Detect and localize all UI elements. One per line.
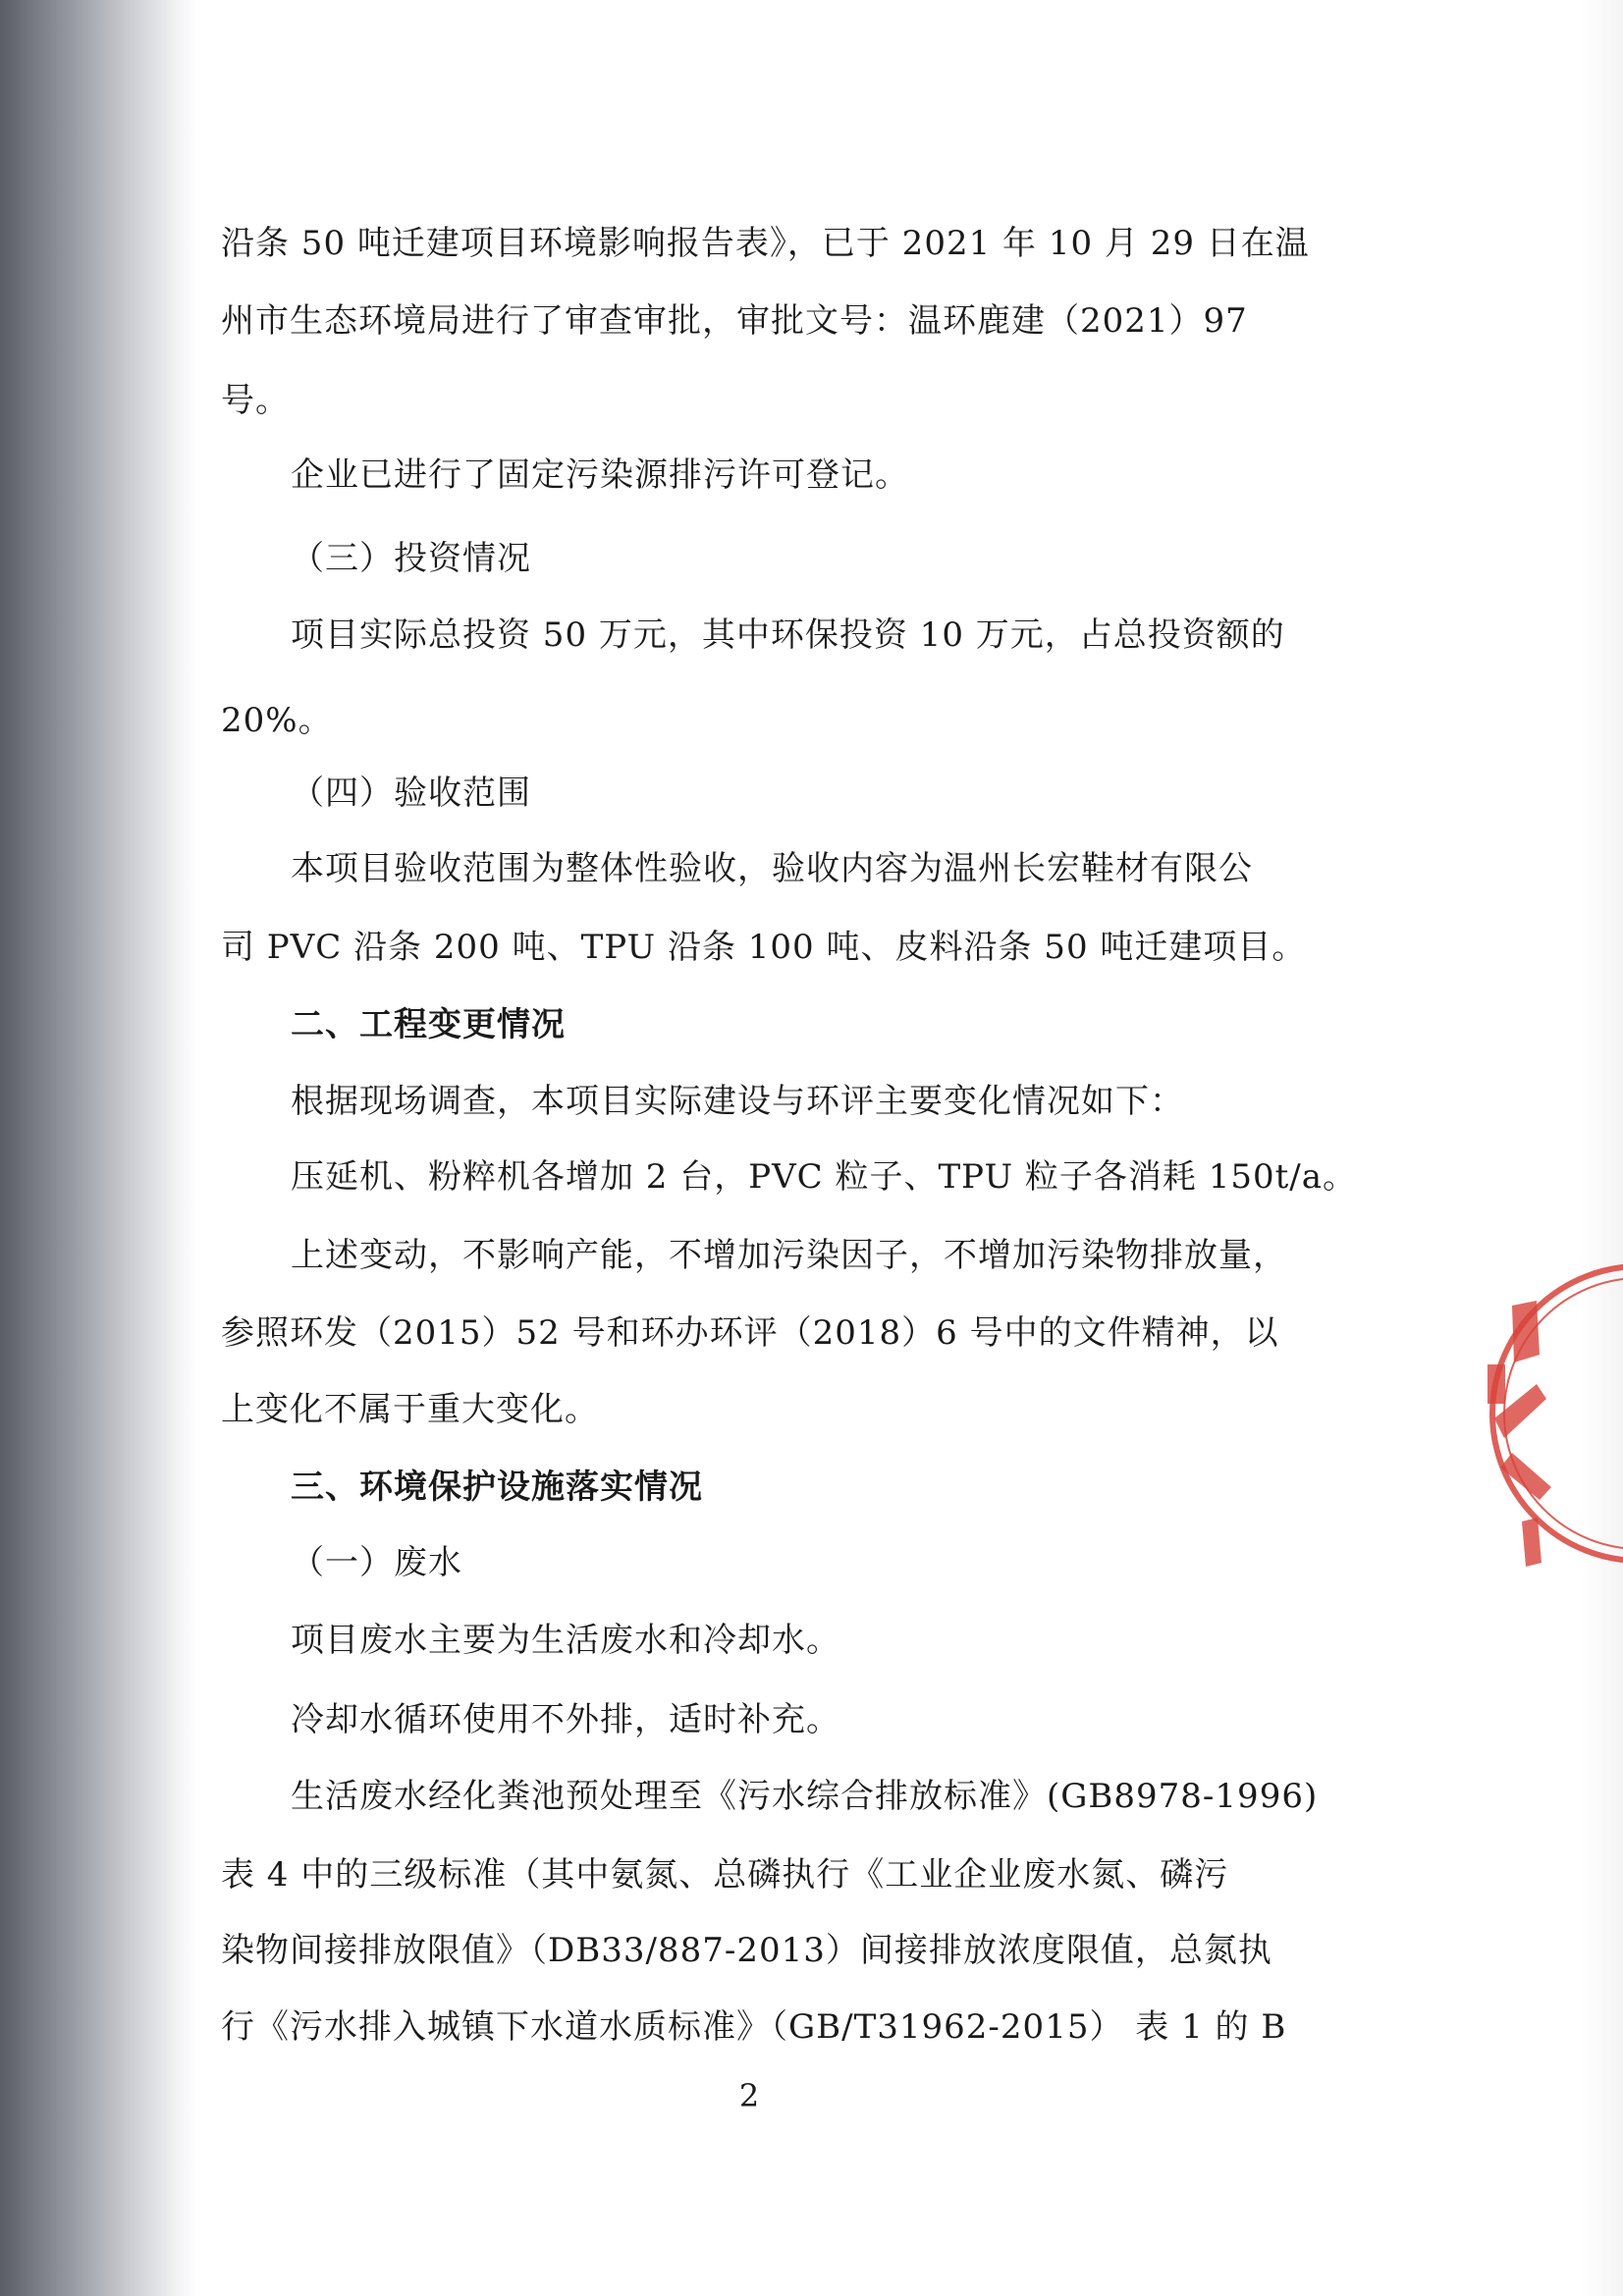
paragraph-line: 根据现场调查，本项目实际建设与环评主要变化情况如下：	[291, 1082, 1184, 1121]
paragraph-line: 司 PVC 沿条 200 吨、TPU 沿条 100 吨、皮料沿条 50 吨迁建项目。	[221, 928, 1307, 967]
chapter-heading: 二、工程变更情况	[291, 1005, 566, 1044]
paragraph-line: 压延机、粉粹机各增加 2 台，PVC 粒子、TPU 粒子各消耗 150t/a。	[291, 1157, 1358, 1197]
paragraph-line: 上变化不属于重大变化。	[221, 1390, 599, 1429]
chapter-heading: 三、环境保护设施落实情况	[291, 1468, 703, 1507]
paragraph-line: 染物间接排放限值》（DB33/887-2013）间接排放浓度限值，总氮执	[221, 1931, 1272, 1970]
scan-right-edge	[1515, 0, 1623, 2296]
paragraph-line: 州市生态环境局进行了审查审批，审批文号：温环鹿建（2021）97	[221, 301, 1248, 341]
section-heading: （一）废水	[291, 1543, 462, 1582]
company-seal-stamp	[1443, 1247, 1623, 1580]
paragraph-line: 项目实际总投资 50 万元，其中环保投资 10 万元，占总投资额的	[291, 615, 1285, 655]
paragraph-line: 行《污水排入城镇下水道水质标准》（GB/T31962-2015） 表 1 的 B	[221, 2007, 1287, 2047]
paragraph-line: 20%。	[221, 701, 333, 740]
section-heading: （四）验收范围	[291, 774, 531, 813]
paragraph-line: 项目废水主要为生活废水和冷却水。	[291, 1621, 840, 1660]
paragraph-line: 沿条 50 吨迁建项目环境影响报告表》，已于 2021 年 10 月 29 日在温	[221, 224, 1310, 263]
section-heading: （三）投资情况	[291, 539, 531, 578]
paragraph-line: 表 4 中的三级标准（其中氨氮、总磷执行《工业企业废水氮、磷污	[221, 1855, 1229, 1895]
page-number: 2	[738, 2077, 760, 2114]
paragraph-line: 参照环发（2015）52 号和环办环评（2018）6 号中的文件精神，以	[221, 1313, 1279, 1353]
paragraph-line: 上述变动，不影响产能，不增加污染因子，不增加污染物排放量，	[291, 1236, 1287, 1275]
scan-binding-shadow	[0, 0, 196, 2296]
paragraph-line: 冷却水循环使用不外排，适时补充。	[291, 1700, 840, 1739]
paragraph-line: 企业已进行了固定污染源排污许可登记。	[291, 455, 909, 495]
paragraph-line: 生活废水经化粪池预处理至《污水综合排放标准》(GB8978-1996)	[291, 1777, 1319, 1816]
paragraph-line: 本项目验收范围为整体性验收，验收内容为温州长宏鞋材有限公	[291, 849, 1253, 888]
paragraph-line: 号。	[221, 381, 290, 420]
